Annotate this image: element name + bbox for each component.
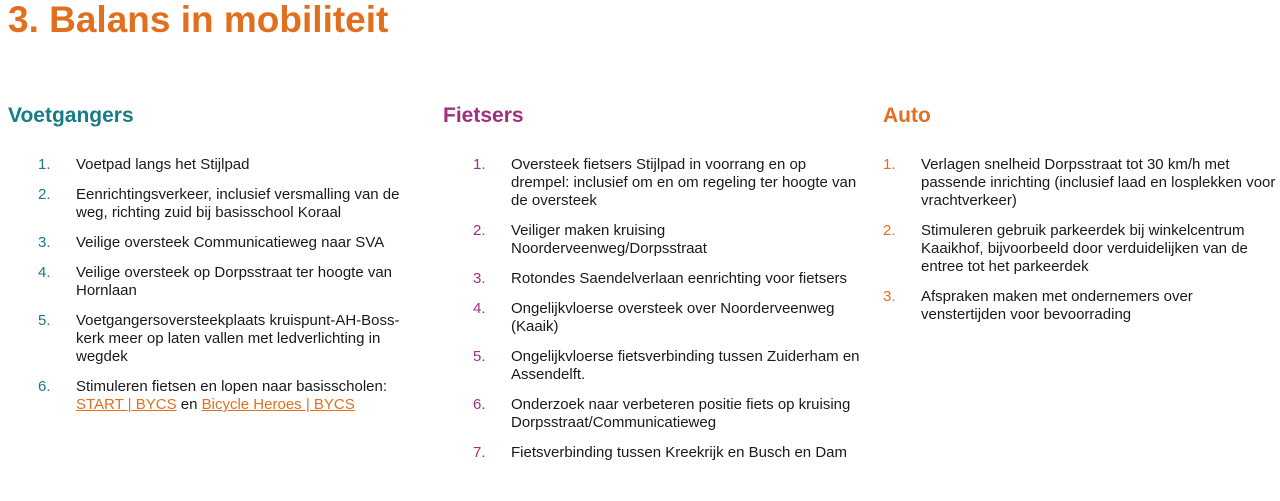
heading-voetgangers: Voetgangers — [8, 104, 134, 127]
heading-auto: Auto — [883, 104, 931, 127]
list-item — [8, 378, 423, 414]
item-number: 6. — [473, 396, 486, 413]
item-text: Veilige oversteek op Dorpsstraat ter hoogte van Hornlaan — [76, 264, 393, 299]
list-auto — [883, 156, 1280, 324]
list-item — [443, 444, 863, 462]
item-number: 4. — [38, 264, 51, 281]
item-number: 1. — [473, 156, 486, 173]
list-fietsers — [443, 156, 863, 462]
heading-fietsers: Fietsers — [443, 104, 524, 127]
item-number: 3. — [883, 288, 896, 305]
item-number: 7. — [473, 444, 486, 461]
item-text: Eenrichtingsverkeer, inclusief versmalling van de weg, richting zuid bij basisschool Koraal — [76, 186, 400, 221]
list-item — [443, 348, 863, 384]
item-number: 1. — [883, 156, 896, 173]
list-item — [8, 234, 423, 252]
list-item — [883, 156, 1280, 210]
list-voetgangers — [8, 156, 423, 414]
item-text: Veiliger maken kruising Noorderveenweg/Dorpsstraat — [511, 222, 707, 257]
item-text: Ongelijkvloerse oversteek over Noorderveenweg (Kaaik) — [511, 300, 835, 335]
item-number: 5. — [473, 348, 486, 365]
item-number: 2. — [38, 186, 51, 203]
column-fietsers — [443, 102, 863, 474]
item-text: Afspraken maken met ondernemers over venstertijden voor bevoorrading — [921, 288, 1193, 323]
list-item — [443, 156, 863, 210]
item-text: Rotondes Saendelverlaan eenrichting voor fietsers — [511, 270, 848, 287]
bicycle-heroes-link[interactable]: Bicycle Heroes | BYCS — [201, 396, 355, 413]
list-item — [883, 288, 1280, 324]
item-text: Oversteek fietsers Stijlpad in voorrang en op drempel: inclusief om en om regeling ter hoogte van de oversteek — [511, 156, 857, 209]
item-text: Voetpad langs het Stijlpad — [76, 156, 250, 173]
item-text: Voetgangersoversteekplaats kruispunt-AH-Boss-kerk meer op laten vallen met ledverlichting in wegdek — [76, 312, 400, 365]
item-text: Stimuleren gebruik parkeerdek bij winkelcentrum Kaaikhof, bijvoorbeeld door verduidelijken van de entree tot het parkeerdek — [921, 222, 1248, 275]
item-number: 3. — [38, 234, 51, 251]
item-number: 2. — [473, 222, 486, 239]
column-auto — [883, 102, 1280, 336]
list-item — [8, 186, 423, 222]
item-text: Fietsverbinding tussen Kreekrijk en Busch en Dam — [511, 444, 847, 461]
item-text: Stimuleren fietsen en lopen naar basisscholen: — [76, 378, 388, 395]
list-item — [8, 156, 423, 174]
list-item — [443, 270, 863, 288]
list-item — [883, 222, 1280, 276]
item-text-with-links — [76, 378, 423, 414]
item-text: Verlagen snelheid Dorpsstraat tot 30 km/h met passende inrichting (inclusief laad en losplekken voor vrachtverkeer) — [921, 156, 1276, 209]
item-number: 3. — [473, 270, 486, 287]
link-connector: en — [180, 396, 198, 413]
column-voetgangers — [8, 102, 423, 426]
item-number: 2. — [883, 222, 896, 239]
list-item — [443, 300, 863, 336]
item-number: 5. — [38, 312, 51, 329]
list-item — [8, 264, 423, 300]
list-item — [443, 396, 863, 432]
item-number: 1. — [38, 156, 51, 173]
item-text: Veilige oversteek Communicatieweg naar SVA — [76, 234, 385, 251]
page-title: 3. Balans in mobiliteit — [8, 0, 389, 40]
item-text: Ongelijkvloerse fietsverbinding tussen Zuiderham en Assendelft. — [511, 348, 860, 383]
list-item — [8, 312, 423, 366]
list-item — [443, 222, 863, 258]
start-bycs-link[interactable]: START | BYCS — [76, 396, 177, 413]
item-number: 4. — [473, 300, 486, 317]
item-number: 6. — [38, 378, 51, 395]
item-text: Onderzoek naar verbeteren positie fiets op kruising Dorpsstraat/Communicatieweg — [511, 396, 851, 431]
